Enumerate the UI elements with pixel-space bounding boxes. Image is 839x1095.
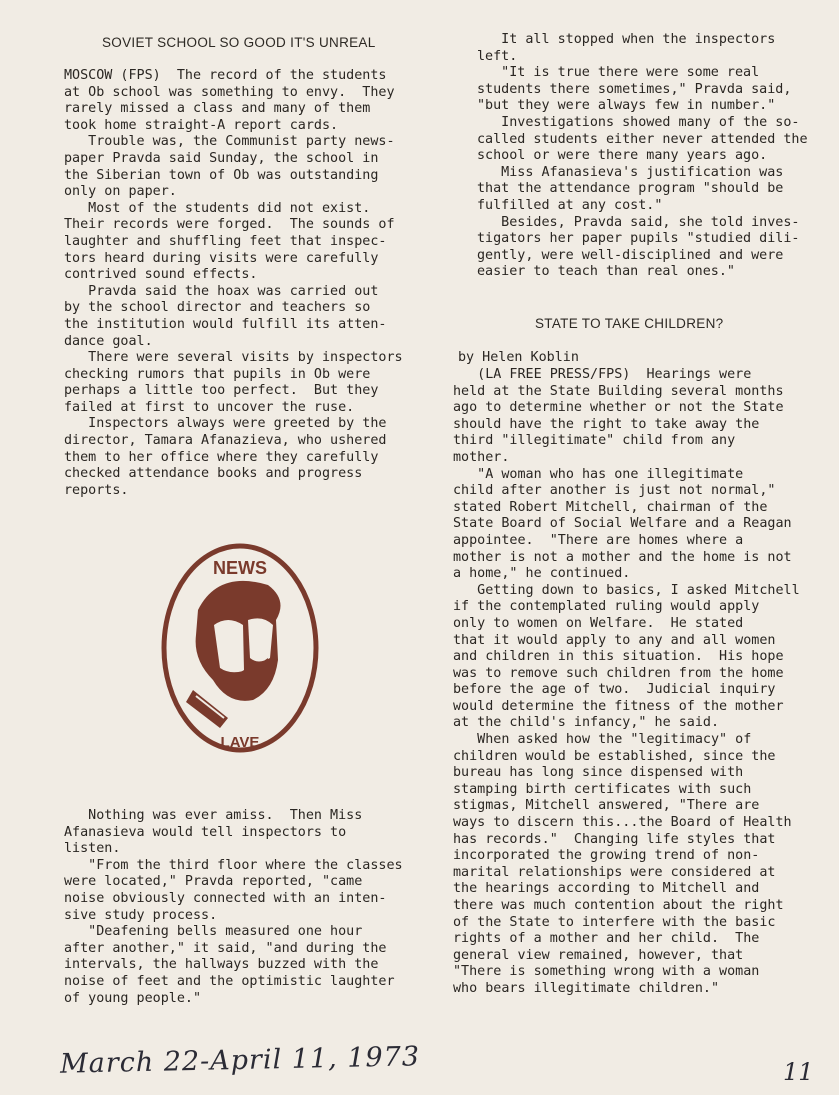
text-line: rights of a mother and her child. The: [453, 931, 760, 947]
text-line: dance goal.: [64, 333, 153, 349]
text-line: at the child's infancy," he said.: [453, 715, 720, 731]
text-line: State Board of Social Welfare and a Reagan: [453, 516, 792, 532]
text-line: only on paper.: [64, 184, 177, 200]
text-line: failed at first to uncover the ruse.: [64, 399, 355, 415]
text-line: after another," it said, "and during the: [64, 940, 387, 956]
text-line: before the age of two. Judicial inquiry: [453, 682, 776, 698]
left-article-bottom: [64, 808, 403, 1007]
text-line: incorporated the growing trend of non-: [453, 848, 760, 864]
text-line: Investigations showed many of the so-: [477, 114, 800, 130]
text-line: children would be established, since the: [453, 748, 776, 764]
text-line: took home straight-A report cards.: [64, 117, 339, 133]
text-line: When asked how the "legitimacy" of: [453, 732, 752, 748]
text-line: stigmas, Mitchell answered, "There are: [453, 798, 760, 814]
text-line: intervals, the hallways buzzed with the: [64, 957, 379, 973]
text-line: "A woman who has one illegitimate: [453, 466, 744, 482]
byline: by Helen Koblin: [458, 350, 579, 365]
text-line: left.: [477, 48, 518, 64]
text-line: director, Tamara Afanazieva, who ushered: [64, 433, 387, 449]
text-line: by the school director and teachers so: [64, 300, 371, 316]
text-line: paper Pravda said Sunday, the school in: [64, 150, 379, 166]
left-article-top: [64, 68, 403, 499]
text-line: only to women on Welfare. He stated: [453, 615, 744, 631]
text-line: "but they were always few in number.": [477, 98, 776, 114]
text-line: Pravda said the hoax was carried out: [64, 283, 379, 299]
text-line: appointee. "There are homes where a: [453, 532, 744, 548]
text-line: them to her office where they carefully: [64, 449, 379, 465]
text-line: tors heard during visits were carefully: [64, 250, 379, 266]
text-line: and children in this situation. His hope: [453, 649, 784, 665]
text-line: general view remained, however, that: [453, 947, 744, 963]
text-line: perhaps a little too perfect. But they: [64, 383, 379, 399]
text-line: should have the right to take away the: [453, 416, 760, 432]
text-line: would determine the fitness of the mother: [453, 698, 784, 714]
right-headline: STATE TO TAKE CHILDREN?: [535, 316, 724, 331]
zapata-portrait: [186, 581, 281, 728]
text-line: Their records were forged. The sounds of: [64, 217, 395, 233]
text-line: checked attendance books and progress: [64, 466, 363, 482]
text-line: checking rumors that pupils in Ob were: [64, 366, 371, 382]
text-line: Miss Afanasieva's justification was: [477, 164, 784, 180]
text-line: ways to discern this...the Board of Health: [453, 815, 792, 831]
logo-bottom-text: LAVE: [220, 734, 260, 751]
text-line: listen.: [64, 841, 121, 857]
text-line: if the contemplated ruling would apply: [453, 599, 760, 615]
text-line: was to remove such children from the home: [453, 665, 784, 681]
text-line: students there sometimes," Pravda said,: [477, 81, 792, 97]
text-line: called students either never attended the: [477, 131, 808, 147]
text-line: noise of feet and the optimistic laughter: [64, 973, 395, 989]
text-line: It all stopped when the inspectors: [477, 32, 776, 47]
text-line: noise obviously connected with an inten-: [64, 890, 387, 906]
text-line: held at the State Building several months: [453, 383, 784, 399]
text-line: Nothing was ever amiss. Then Miss: [64, 808, 363, 823]
text-line: the hearings according to Mitchell and: [453, 881, 760, 897]
text-line: marital relationships were considered at: [453, 864, 776, 880]
text-line: stated Robert Mitchell, chairman of the: [453, 499, 768, 515]
text-line: MOSCOW (FPS) The record of the students: [64, 68, 387, 83]
text-line: school or were there many years ago.: [477, 148, 768, 164]
text-line: were located," Pravda reported, "came: [64, 874, 363, 890]
right-article-continuation: [477, 32, 808, 281]
text-line: that it would apply to any and all women: [453, 632, 776, 648]
text-line: gently, were well-disciplined and were: [477, 247, 784, 263]
text-line: Getting down to basics, I asked Mitchell: [453, 582, 800, 598]
text-line: Afanasieva would tell inspectors to: [64, 824, 347, 840]
text-line: sive study process.: [64, 907, 218, 923]
text-line: Besides, Pravda said, she told inves-: [477, 214, 800, 230]
text-line: of the State to interfere with the basic: [453, 914, 776, 930]
text-line: third "illegitimate" child from any: [453, 433, 736, 449]
text-line: "From the third floor where the classes: [64, 857, 403, 873]
right-article-body: [453, 367, 800, 998]
text-line: that the attendance program "should be: [477, 181, 784, 197]
text-line: "There is something wrong with a woman: [453, 964, 760, 980]
text-line: fulfilled at any cost.": [477, 197, 663, 213]
text-line: a home," he continued.: [453, 566, 631, 582]
text-line: ago to determine whether or not the State: [453, 400, 784, 416]
text-line: Inspectors always were greeted by the: [64, 416, 387, 432]
text-line: Trouble was, the Communist party news-: [64, 134, 395, 150]
footer-date: March 22-April 11, 1973: [59, 1041, 421, 1080]
text-line: who bears illegitimate children.": [453, 980, 720, 996]
text-line: "Deafening bells measured one hour: [64, 924, 363, 940]
text-line: contrived sound effects.: [64, 267, 258, 283]
text-line: child after another is just not normal,": [453, 483, 776, 499]
text-line: rarely missed a class and many of them: [64, 101, 371, 117]
text-line: stamping birth certificates with such: [453, 781, 752, 797]
logo-top-text: NEWS: [213, 558, 267, 578]
text-line: tigators her paper pupils "studied dili-: [477, 231, 800, 247]
text-line: of young people.": [64, 990, 202, 1006]
text-line: the institution would fulfill its atten-: [64, 316, 387, 332]
text-line: "It is true there were some real: [477, 65, 760, 81]
text-line: there was much contention about the right: [453, 898, 784, 913]
text-line: There were several visits by inspectors: [64, 350, 403, 366]
text-line: has records." Changing life styles that: [453, 831, 776, 847]
left-headline: SOVIET SCHOOL SO GOOD IT'S UNREAL: [102, 35, 376, 50]
news-service-logo: [158, 540, 322, 760]
text-line: Most of the students did not exist.: [64, 200, 371, 216]
text-line: the Siberian town of Ob was outstanding: [64, 167, 379, 183]
text-line: at Ob school was something to envy. They: [64, 84, 395, 100]
text-line: easier to teach than real ones.": [477, 264, 735, 280]
text-line: mother is not a mother and the home is not: [453, 549, 792, 565]
text-line: mother.: [453, 449, 510, 465]
text-line: (LA FREE PRESS/FPS) Hearings were: [453, 367, 752, 382]
text-line: reports.: [64, 482, 129, 498]
text-line: bureau has long since dispensed with: [453, 765, 744, 781]
text-line: laughter and shuffling feet that inspec-: [64, 233, 387, 249]
page-number: 11: [783, 1058, 814, 1086]
